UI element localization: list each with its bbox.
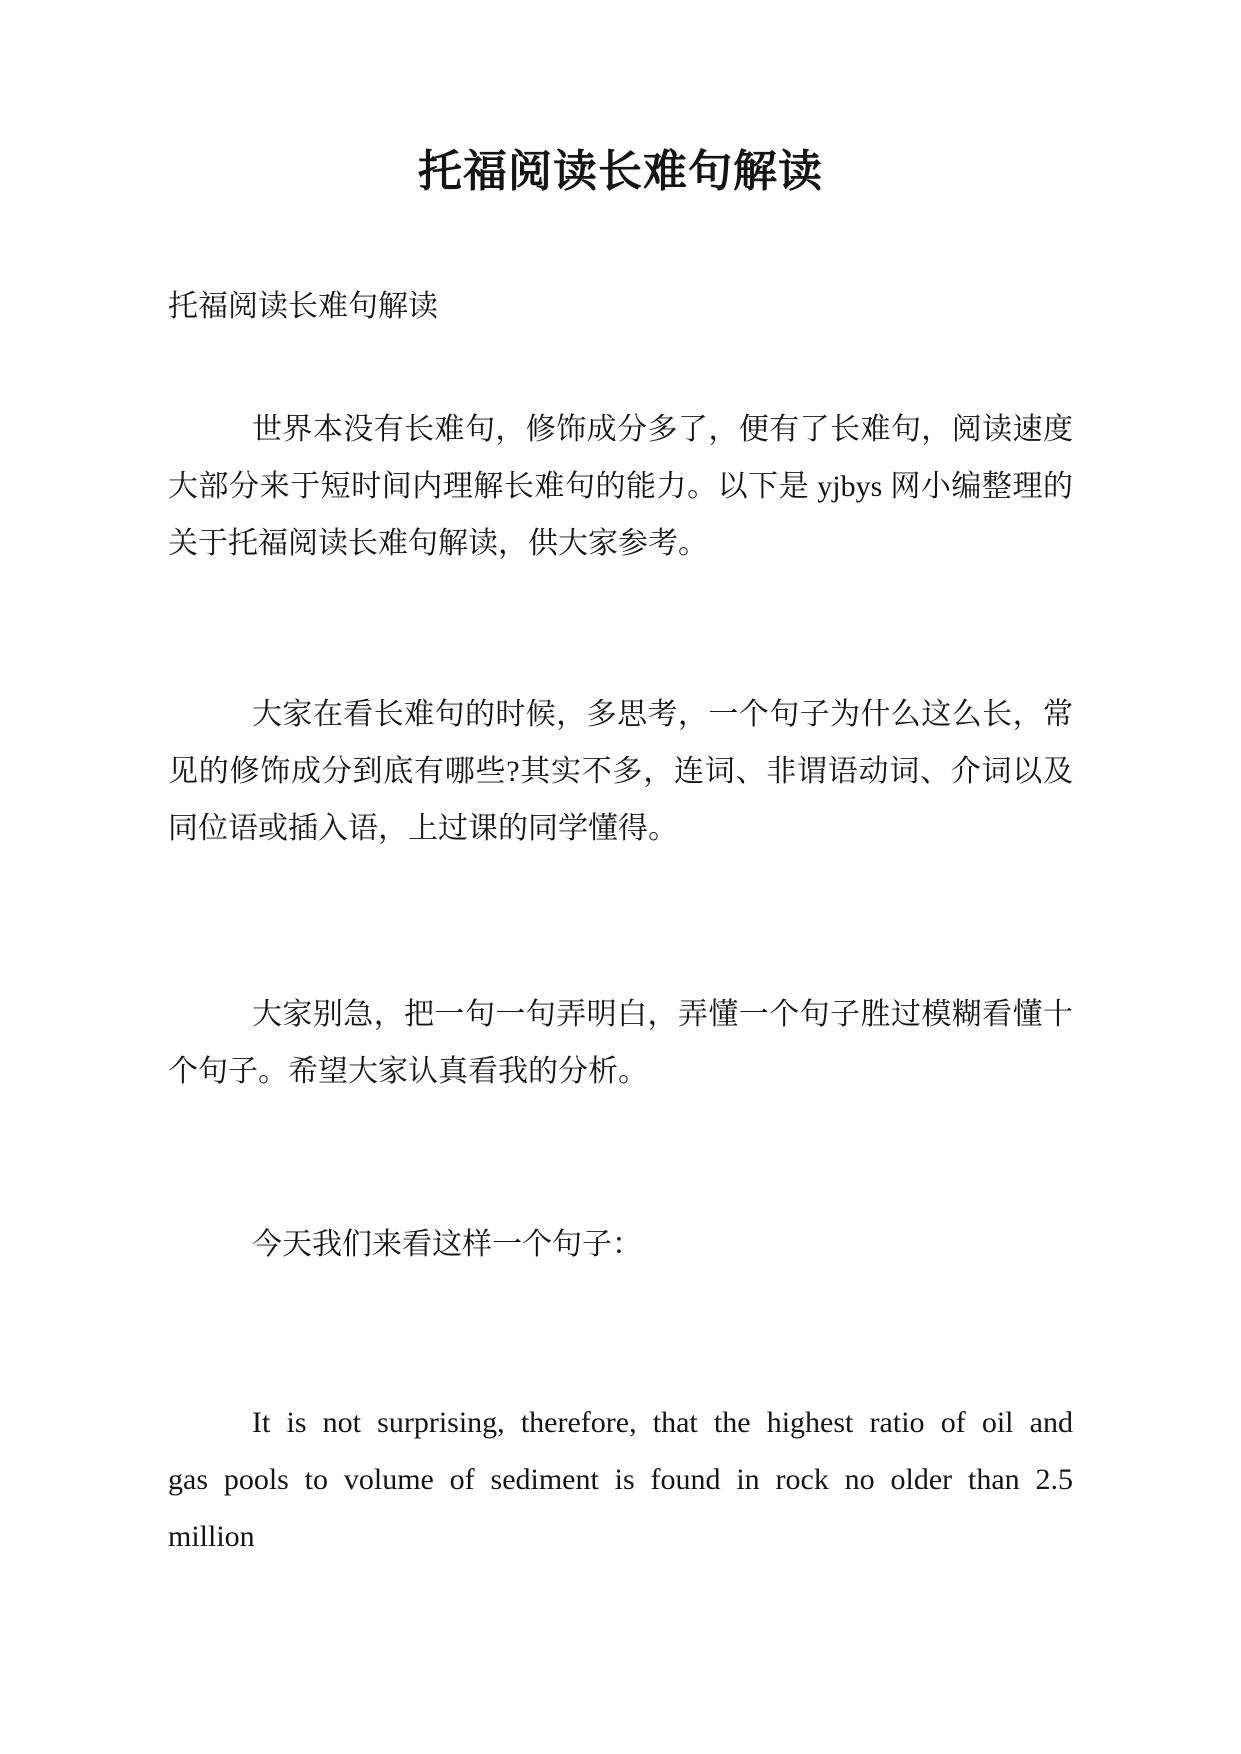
- document-title: 托福阅读长难句解读: [418, 147, 823, 196]
- document-content: [168, 0, 1073, 1565]
- paragraph-sentence-lead-in: 今天我们来看这样一个句子：: [252, 1228, 642, 1261]
- paragraph-english-example-sentence: It is not surprising, therefore, that the highest ratio of oil and gas pools to volume of sediment is found in rock no older than 2.5 million: [168, 1406, 1073, 1553]
- document-subtitle: 托福阅读长难句解读: [168, 290, 438, 323]
- paragraph-intro: 世界本没有长难句，修饰成分多了，便有了长难句，阅读速度大部分来于短时间内理解长难句的能力。以下是 yjbys 网小编整理的关于托福阅读长难句解读，供大家参考。: [168, 413, 1073, 560]
- paragraph-take-it-slow: 大家别急，把一句一句弄明白，弄懂一个句子胜过模糊看懂十个句子。希望大家认真看我的分析。: [168, 998, 1073, 1088]
- paragraph-think-about-modifiers: 大家在看长难句的时候，多思考，一个句子为什么这么长，常见的修饰成分到底有哪些?其实不多，连词、非谓语动词、介词以及同位语或插入语，上过课的同学懂得。: [168, 698, 1073, 845]
